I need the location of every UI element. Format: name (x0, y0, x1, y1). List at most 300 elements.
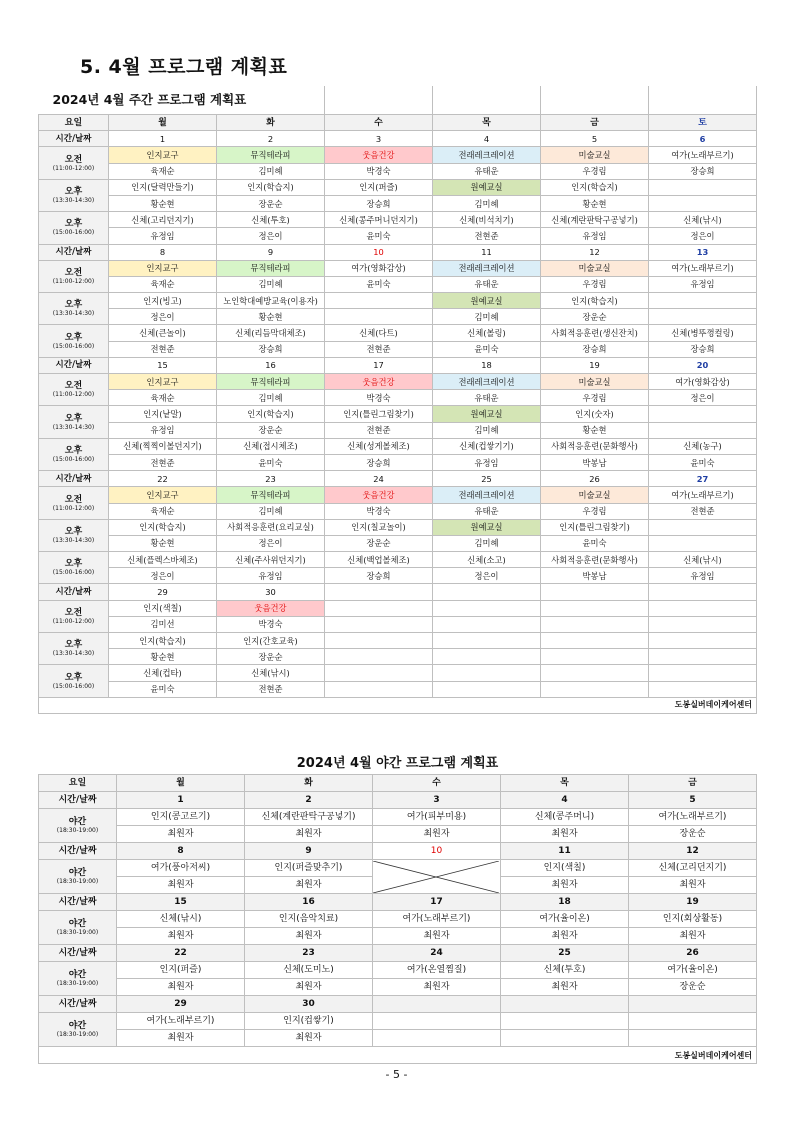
slot-time: (18:30-19:00) (56, 929, 99, 936)
time-slot-label (39, 293, 109, 325)
program-cell: 여가(온열찜질) (373, 962, 501, 979)
program-row (39, 438, 757, 454)
staff-cell: 최원자 (501, 826, 629, 843)
program-row (39, 406, 757, 422)
staff-cell: 최원자 (501, 928, 629, 945)
time-slot-label (39, 860, 117, 894)
program-cell: 사회적응훈련(요리교실) (217, 519, 325, 535)
program-cell: 인지(학습지) (217, 406, 325, 422)
date-cell: 26 (629, 945, 757, 962)
staff-cell (325, 616, 433, 632)
staff-row (39, 979, 757, 996)
date-cell: 29 (109, 584, 217, 600)
program-row (39, 962, 757, 979)
staff-cell: 유정임 (541, 228, 649, 244)
program-cell: 여가(노래부르기) (649, 147, 757, 163)
staff-cell: 유정임 (649, 568, 757, 584)
staff-cell: 최원자 (373, 979, 501, 996)
date-cell: 25 (501, 945, 629, 962)
program-cell: 웃음건강 (325, 147, 433, 163)
staff-cell (541, 681, 649, 697)
staff-cell: 최원자 (245, 928, 373, 945)
staff-cell: 장승희 (217, 341, 325, 357)
program-cell: 신체(컵타) (109, 665, 217, 681)
date-cell: 2 (245, 792, 373, 809)
date-cell (501, 996, 629, 1013)
staff-cell (649, 309, 757, 325)
time-slot-label (39, 487, 109, 519)
program-cell: 인지(틀린그림찾기) (541, 519, 649, 535)
staff-cell: 윤미숙 (541, 535, 649, 551)
staff-row (39, 535, 757, 551)
staff-cell: 우경림 (541, 163, 649, 179)
program-cell: 미술교실 (541, 487, 649, 503)
date-cell: 9 (217, 244, 325, 260)
program-row (39, 665, 757, 681)
staff-row (39, 309, 757, 325)
program-row (39, 179, 757, 195)
footer-row (39, 697, 757, 713)
program-row (39, 519, 757, 535)
date-cell: 19 (541, 357, 649, 373)
date-row (39, 357, 757, 373)
program-cell: 여가(노래부르기) (373, 911, 501, 928)
program-cell: 신체(도미노) (245, 962, 373, 979)
staff-cell: 김미혜 (217, 276, 325, 292)
time-slot-label (39, 438, 109, 470)
day-header: 금 (629, 775, 757, 792)
staff-cell: 김미선 (109, 616, 217, 632)
staff-cell: 김미혜 (433, 535, 541, 551)
staff-row (39, 195, 757, 211)
program-cell: 웃음건강 (325, 487, 433, 503)
section-title: 5. 4월 프로그램 계획표 (80, 56, 288, 78)
slot-name: 오후 (64, 640, 83, 651)
program-cell: 신체(낚시) (217, 665, 325, 681)
program-cell: 미술교실 (541, 260, 649, 276)
staff-cell: 최원자 (373, 826, 501, 843)
program-cell (541, 665, 649, 681)
date-cell: 19 (629, 894, 757, 911)
day-header: 월 (109, 115, 217, 131)
staff-cell: 육재순 (109, 276, 217, 292)
program-cell: 인지(학습지) (217, 179, 325, 195)
date-cell: 8 (109, 244, 217, 260)
slot-name: 오전 (64, 494, 83, 505)
date-cell: 23 (217, 471, 325, 487)
staff-cell: 최원자 (117, 877, 245, 894)
staff-row (39, 826, 757, 843)
date-cell: 26 (541, 471, 649, 487)
time-slot-label (39, 325, 109, 357)
program-cell (629, 1013, 757, 1030)
staff-cell: 김미혜 (433, 309, 541, 325)
slot-time: (13:30-14:30) (52, 650, 95, 658)
date-cell: 24 (325, 471, 433, 487)
program-cell (325, 633, 433, 649)
slot-name: 오전 (64, 267, 83, 278)
program-row (39, 809, 757, 826)
program-cell: 신체(콩주머니) (501, 809, 629, 826)
program-row (39, 600, 757, 616)
staff-cell: 정은이 (649, 390, 757, 406)
staff-cell: 전현준 (325, 422, 433, 438)
staff-cell: 윤미숙 (433, 341, 541, 357)
slot-name: 오후 (64, 672, 83, 683)
program-cell: 전래레크레이션 (433, 260, 541, 276)
staff-cell: 김미혜 (433, 422, 541, 438)
staff-cell: 전현준 (217, 681, 325, 697)
slot-name: 오전 (64, 607, 83, 618)
program-cell (433, 665, 541, 681)
date-label: 시간/날짜 (39, 244, 109, 260)
day-header: 토 (649, 115, 757, 131)
date-cell: 24 (373, 945, 501, 962)
program-cell: 신체(큰놀이) (109, 325, 217, 341)
program-cell: 신체(고리던지기) (629, 860, 757, 877)
date-row (39, 244, 757, 260)
staff-cell: 전현준 (109, 454, 217, 470)
slot-time: (13:30-14:30) (52, 310, 95, 318)
staff-cell: 최원자 (629, 877, 757, 894)
program-cell: 여가(피부미용) (373, 809, 501, 826)
slot-time: (15:00-16:00) (52, 342, 95, 350)
staff-cell (649, 422, 757, 438)
slot-time: (11:00-12:00) (52, 277, 95, 285)
date-cell (649, 584, 757, 600)
program-cell: 신체(콩주머니던지기) (325, 212, 433, 228)
program-cell (649, 600, 757, 616)
staff-cell: 장운순 (217, 649, 325, 665)
date-cell: 18 (433, 357, 541, 373)
program-cell (541, 600, 649, 616)
program-cell: 신체(백업볼체조) (325, 552, 433, 568)
staff-cell (649, 535, 757, 551)
date-label: 시간/날짜 (39, 894, 117, 911)
staff-cell: 전현준 (433, 228, 541, 244)
day-label: 요일 (39, 115, 109, 131)
staff-cell: 유정임 (649, 276, 757, 292)
date-cell: 13 (649, 244, 757, 260)
slot-time: (15:00-16:00) (52, 569, 95, 577)
slot-time: (11:00-12:00) (52, 164, 95, 172)
time-slot-label (39, 665, 109, 697)
staff-cell: 윤미숙 (217, 454, 325, 470)
staff-row (39, 568, 757, 584)
staff-cell: 장승희 (325, 454, 433, 470)
program-cell: 신체(주사위던지기) (217, 552, 325, 568)
slot-name: 오후 (64, 219, 83, 230)
slot-name: 야간 (68, 1021, 87, 1031)
staff-cell: 윤미숙 (649, 454, 757, 470)
title-row (39, 752, 757, 775)
staff-cell: 장운순 (217, 422, 325, 438)
date-cell: 20 (649, 357, 757, 373)
time-slot-label (39, 374, 109, 406)
date-label: 시간/날짜 (39, 996, 117, 1013)
staff-cell: 정은이 (649, 228, 757, 244)
page-number: - 5 - (385, 1068, 408, 1081)
weekly-title: 2024년 4월 주간 프로그램 계획표 (39, 86, 325, 115)
staff-row (39, 390, 757, 406)
staff-cell: 황순현 (109, 195, 217, 211)
date-label: 시간/날짜 (39, 843, 117, 860)
program-row (39, 212, 757, 228)
date-cell: 17 (325, 357, 433, 373)
date-row (39, 843, 757, 860)
staff-row (39, 649, 757, 665)
program-cell (541, 633, 649, 649)
date-label: 시간/날짜 (39, 471, 109, 487)
program-cell: 뮤직테라피 (217, 260, 325, 276)
date-cell: 12 (629, 843, 757, 860)
program-cell: 인지(숫자) (541, 406, 649, 422)
date-cell: 12 (541, 244, 649, 260)
staff-row (39, 228, 757, 244)
program-cell: 인지(퍼즐맞추기) (245, 860, 373, 877)
program-cell (433, 600, 541, 616)
time-slot-label (39, 147, 109, 179)
date-cell: 15 (117, 894, 245, 911)
day-header: 목 (433, 115, 541, 131)
staff-cell: 유태운 (433, 163, 541, 179)
staff-cell: 박경숙 (325, 163, 433, 179)
program-cell: 신체(낚시) (117, 911, 245, 928)
slot-time: (15:00-16:00) (52, 229, 95, 237)
staff-cell: 정은이 (109, 568, 217, 584)
date-cell: 3 (325, 131, 433, 147)
program-cell: 인지교구 (109, 147, 217, 163)
slot-time: (11:00-12:00) (52, 504, 95, 512)
staff-cell (325, 649, 433, 665)
time-slot-label (39, 600, 109, 632)
slot-name: 오후 (64, 332, 83, 343)
staff-cell: 유정임 (109, 422, 217, 438)
date-row (39, 131, 757, 147)
program-cell: 신체(리듬막대체조) (217, 325, 325, 341)
slot-time: (18:30-19:00) (56, 980, 99, 987)
staff-cell: 육재순 (109, 390, 217, 406)
program-cell: 인지(낱말) (109, 406, 217, 422)
program-row (39, 860, 757, 877)
staff-cell: 정은이 (217, 228, 325, 244)
staff-cell: 박경숙 (325, 503, 433, 519)
program-cell: 여가(노래부르기) (649, 260, 757, 276)
program-cell: 여가(풍아저씨) (117, 860, 245, 877)
staff-cell: 유정임 (109, 228, 217, 244)
staff-cell: 최원자 (245, 877, 373, 894)
staff-cell: 유태운 (433, 276, 541, 292)
date-row (39, 945, 757, 962)
empty-cell (541, 86, 649, 115)
date-cell: 17 (373, 894, 501, 911)
program-cell: 사회적응훈련(생신잔치) (541, 325, 649, 341)
staff-cell (649, 195, 757, 211)
day-header: 월 (117, 775, 245, 792)
slot-time: (13:30-14:30) (52, 196, 95, 204)
slot-name: 오후 (64, 413, 83, 424)
program-cell (649, 293, 757, 309)
slot-time: (11:00-12:00) (52, 391, 95, 399)
staff-cell: 장운순 (629, 826, 757, 843)
staff-cell (541, 616, 649, 632)
staff-cell (433, 616, 541, 632)
staff-cell: 장운순 (325, 535, 433, 551)
staff-cell (501, 1030, 629, 1047)
staff-cell: 장운순 (629, 979, 757, 996)
staff-cell (373, 1030, 501, 1047)
slot-time: (15:00-16:00) (52, 455, 95, 463)
staff-cell: 김미혜 (217, 390, 325, 406)
program-cell: 인지(틀린그림찾기) (325, 406, 433, 422)
staff-cell: 우경림 (541, 390, 649, 406)
program-cell: 사회적응훈련(문화행사) (541, 438, 649, 454)
staff-cell: 박경숙 (217, 616, 325, 632)
staff-cell: 황순현 (541, 422, 649, 438)
date-cell: 8 (117, 843, 245, 860)
program-cell: 신체(농구) (649, 438, 757, 454)
date-cell: 29 (117, 996, 245, 1013)
date-cell: 23 (245, 945, 373, 962)
program-cell (325, 293, 433, 309)
date-cell (433, 584, 541, 600)
day-header: 금 (541, 115, 649, 131)
evening-title: 2024년 4월 야간 프로그램 계획표 (39, 752, 757, 775)
program-cell: 신체(투호) (217, 212, 325, 228)
slot-name: 야간 (68, 868, 87, 878)
program-cell: 신체(접시체조) (217, 438, 325, 454)
staff-cell: 유태운 (433, 390, 541, 406)
empty-cell (325, 86, 433, 115)
program-cell: 웃음건강 (217, 600, 325, 616)
program-row (39, 487, 757, 503)
empty-cell (649, 86, 757, 115)
date-cell: 10 (325, 244, 433, 260)
program-cell (649, 519, 757, 535)
staff-cell (541, 649, 649, 665)
program-cell (649, 665, 757, 681)
program-cell: 인지(콩고르기) (117, 809, 245, 826)
staff-cell: 최원자 (117, 826, 245, 843)
date-cell: 15 (109, 357, 217, 373)
staff-row (39, 503, 757, 519)
slot-time: (13:30-14:30) (52, 536, 95, 544)
staff-cell: 박경숙 (325, 390, 433, 406)
program-row (39, 911, 757, 928)
date-cell: 30 (217, 584, 325, 600)
program-cell: 신체(성게볼체조) (325, 438, 433, 454)
staff-cell: 정은이 (109, 309, 217, 325)
program-row (39, 260, 757, 276)
date-cell: 16 (217, 357, 325, 373)
date-cell: 30 (245, 996, 373, 1013)
center-name-footer: 도봉실버데이케어센터 (39, 697, 757, 713)
program-cell: 신체(비석치기) (433, 212, 541, 228)
staff-row (39, 681, 757, 697)
slot-time: (13:30-14:30) (52, 423, 95, 431)
staff-cell: 전현준 (109, 341, 217, 357)
program-cell: 원예교실 (433, 519, 541, 535)
program-cell: 인지교구 (109, 374, 217, 390)
program-cell: 전래레크레이션 (433, 487, 541, 503)
program-cell: 여가(노래부르기) (117, 1013, 245, 1030)
staff-cell: 황순현 (541, 195, 649, 211)
day-header-row (39, 775, 757, 792)
staff-cell: 유태운 (433, 503, 541, 519)
slot-time: (11:00-12:00) (52, 617, 95, 625)
program-cell (649, 406, 757, 422)
program-cell: 인지(색칠) (109, 600, 217, 616)
staff-cell: 장승희 (541, 341, 649, 357)
program-cell: 인지(학습지) (541, 179, 649, 195)
date-cell: 11 (433, 244, 541, 260)
staff-row (39, 616, 757, 632)
program-cell: 신체(계란판탁구공넣기) (245, 809, 373, 826)
date-cell: 5 (541, 131, 649, 147)
program-cell: 신체(낚시) (649, 212, 757, 228)
day-header: 수 (325, 115, 433, 131)
program-cell: 신체(플렉스바체조) (109, 552, 217, 568)
date-label: 시간/날짜 (39, 584, 109, 600)
staff-cell (325, 681, 433, 697)
staff-cell: 정은이 (217, 535, 325, 551)
date-cell: 3 (373, 792, 501, 809)
time-slot-label (39, 552, 109, 584)
program-cell: 신체(투호) (501, 962, 629, 979)
staff-cell: 정은이 (433, 568, 541, 584)
slot-time: (15:00-16:00) (52, 682, 95, 690)
date-label: 시간/날짜 (39, 357, 109, 373)
day-header: 화 (217, 115, 325, 131)
program-cell: 여가(영화감상) (649, 374, 757, 390)
program-cell: 전래레크레이션 (433, 374, 541, 390)
staff-cell: 장승희 (325, 195, 433, 211)
date-row (39, 996, 757, 1013)
program-cell: 인지(퍼즐) (117, 962, 245, 979)
date-cell: 25 (433, 471, 541, 487)
empty-cell (433, 86, 541, 115)
program-row (39, 1013, 757, 1030)
day-header: 수 (373, 775, 501, 792)
time-slot-label (39, 519, 109, 551)
program-cell: 사회적응훈련(문화행사) (541, 552, 649, 568)
staff-cell: 최원자 (117, 928, 245, 945)
staff-cell: 최원자 (117, 979, 245, 996)
time-slot-label (39, 212, 109, 244)
program-cell: 인지(음악치료) (245, 911, 373, 928)
staff-cell: 최원자 (245, 1030, 373, 1047)
slot-name: 야간 (68, 970, 87, 980)
staff-cell: 김미혜 (217, 503, 325, 519)
time-slot-label (39, 1013, 117, 1047)
date-row (39, 894, 757, 911)
staff-cell: 박봉남 (541, 568, 649, 584)
staff-cell: 박봉남 (541, 454, 649, 470)
staff-cell: 전현준 (325, 341, 433, 357)
cancelled-cell (373, 860, 501, 894)
staff-cell: 황순현 (109, 649, 217, 665)
date-cell (629, 996, 757, 1013)
program-cell (373, 1013, 501, 1030)
date-cell: 10 (373, 843, 501, 860)
program-cell: 신체(소고) (433, 552, 541, 568)
program-cell: 인지(학습지) (109, 633, 217, 649)
program-cell: 신체(병뚜껑컬링) (649, 325, 757, 341)
program-row (39, 633, 757, 649)
time-slot-label (39, 260, 109, 292)
program-cell: 인지(간호교육) (217, 633, 325, 649)
program-row (39, 293, 757, 309)
